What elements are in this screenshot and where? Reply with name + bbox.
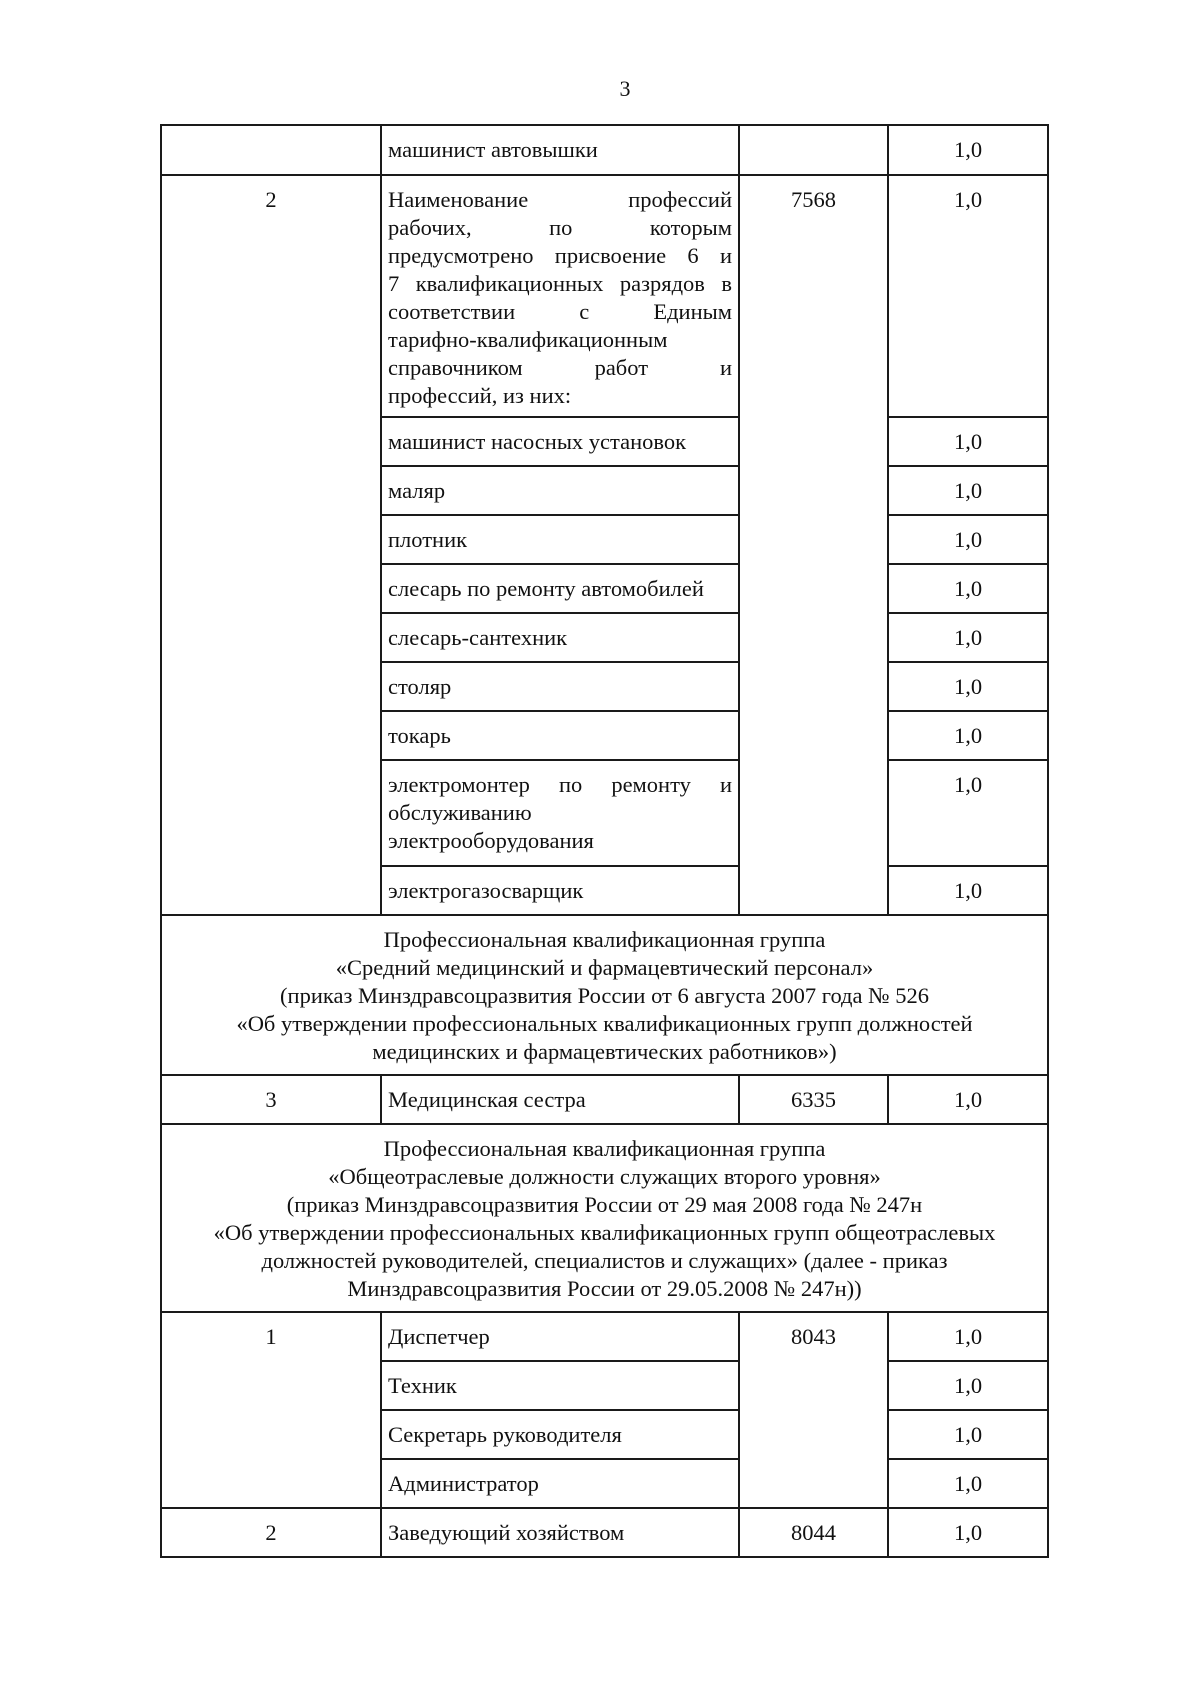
table-row — [161, 125, 1048, 175]
coefficient: 1,0 — [888, 1410, 1048, 1459]
position-name: Администратор — [381, 1459, 739, 1508]
coefficient: 1,0 — [888, 417, 1048, 466]
description-line: 7 квалификационных разрядов в — [388, 271, 732, 296]
group-line: медицинских и фармацевтических работников») — [372, 1039, 837, 1064]
row-number: 2 — [161, 1508, 381, 1557]
coefficient: 1,0 — [888, 564, 1048, 613]
profession-name: машинист насосных установок — [381, 417, 739, 466]
coefficient: 1,0 — [888, 1075, 1048, 1124]
code: 8043 — [739, 1312, 888, 1508]
group-line: Минздравсоцразвития России от 29.05.2008 № 247н)) — [347, 1276, 862, 1301]
group-line: «Об утверждении профессиональных квалификационных групп общеотраслевых — [213, 1220, 996, 1245]
name-line: электромонтер по ремонту и — [388, 772, 732, 797]
coefficient: 1,0 — [888, 125, 1048, 175]
coefficient: 1,0 — [888, 1508, 1048, 1557]
qualification-group-title — [161, 1124, 1048, 1312]
coefficient: 1,0 — [888, 1459, 1048, 1508]
code: 7568 — [739, 175, 888, 915]
coefficient: 1,0 — [888, 175, 1048, 417]
row-number: 3 — [161, 1075, 381, 1124]
group-line: Профессиональная квалификационная группа — [383, 927, 826, 952]
coefficient: 1,0 — [888, 515, 1048, 564]
position-name: Диспетчер — [381, 1312, 739, 1361]
code-cell — [739, 125, 888, 175]
profession-name: слесарь по ремонту автомобилей — [381, 564, 739, 613]
description-line: Наименование профессий — [388, 187, 732, 212]
profession-name: слесарь-сантехник — [381, 613, 739, 662]
group-header-row — [161, 1124, 1048, 1312]
profession-name: маляр — [381, 466, 739, 515]
group-line: должностей руководителей, специалистов и служащих» (далее - приказ — [261, 1248, 948, 1273]
name-line: обслуживанию — [388, 800, 532, 825]
group-header-row — [161, 915, 1048, 1075]
coefficient: 1,0 — [888, 466, 1048, 515]
row-number: 1 — [161, 1312, 381, 1508]
coefficient: 1,0 — [888, 711, 1048, 760]
profession-group-description — [381, 175, 739, 417]
group-line: «Средний медицинский и фармацевтический персонал» — [335, 955, 874, 980]
description-line: профессий, из них: — [388, 383, 572, 408]
description-line: предусмотрено присвоение 6 и — [388, 243, 732, 268]
row-number-cell — [161, 125, 381, 175]
description-line: рабочих, по которым — [388, 215, 732, 240]
coefficient: 1,0 — [888, 1312, 1048, 1361]
coefficient: 1,0 — [888, 662, 1048, 711]
profession-name: машинист автовышки — [381, 125, 739, 175]
group-line: «Общеотраслевые должности служащих второго уровня» — [328, 1164, 881, 1189]
group-line: Профессиональная квалификационная группа — [383, 1136, 826, 1161]
code: 8044 — [739, 1508, 888, 1557]
position-name: Секретарь руководителя — [381, 1410, 739, 1459]
profession-name: электрогазосварщик — [381, 866, 739, 915]
coefficient: 1,0 — [888, 1361, 1048, 1410]
description-line: тарифно-квалификационным — [388, 327, 668, 352]
coefficient: 1,0 — [888, 760, 1048, 866]
table-row — [161, 1508, 1048, 1557]
profession-name: столяр — [381, 662, 739, 711]
position-name: Заведующий хозяйством — [381, 1508, 739, 1557]
qualification-group-title — [161, 915, 1048, 1075]
profession-name — [381, 760, 739, 866]
profession-name: токарь — [381, 711, 739, 760]
description-line: справочником работ и — [388, 355, 732, 380]
profession-name: плотник — [381, 515, 739, 564]
name-line: электрооборудования — [388, 828, 594, 853]
description-line: соответствии с Единым — [388, 299, 732, 324]
group-line: «Об утверждении профессиональных квалификационных групп должностей — [236, 1011, 973, 1036]
position-name: Техник — [381, 1361, 739, 1410]
coefficient: 1,0 — [888, 613, 1048, 662]
table-row — [161, 1312, 1048, 1361]
page-number: 3 — [619, 76, 631, 101]
code: 6335 — [739, 1075, 888, 1124]
table-row — [161, 1075, 1048, 1124]
coefficient: 1,0 — [888, 866, 1048, 915]
group-line: (приказ Минздравсоцразвития России от 29 мая 2008 года № 247н — [286, 1192, 923, 1217]
group-line: (приказ Минздравсоцразвития России от 6 августа 2007 года № 526 — [280, 983, 929, 1008]
position-name: Медицинская сестра — [381, 1075, 739, 1124]
row-number: 2 — [161, 175, 381, 915]
table-row — [161, 175, 1048, 417]
qualification-table — [160, 124, 1049, 1558]
